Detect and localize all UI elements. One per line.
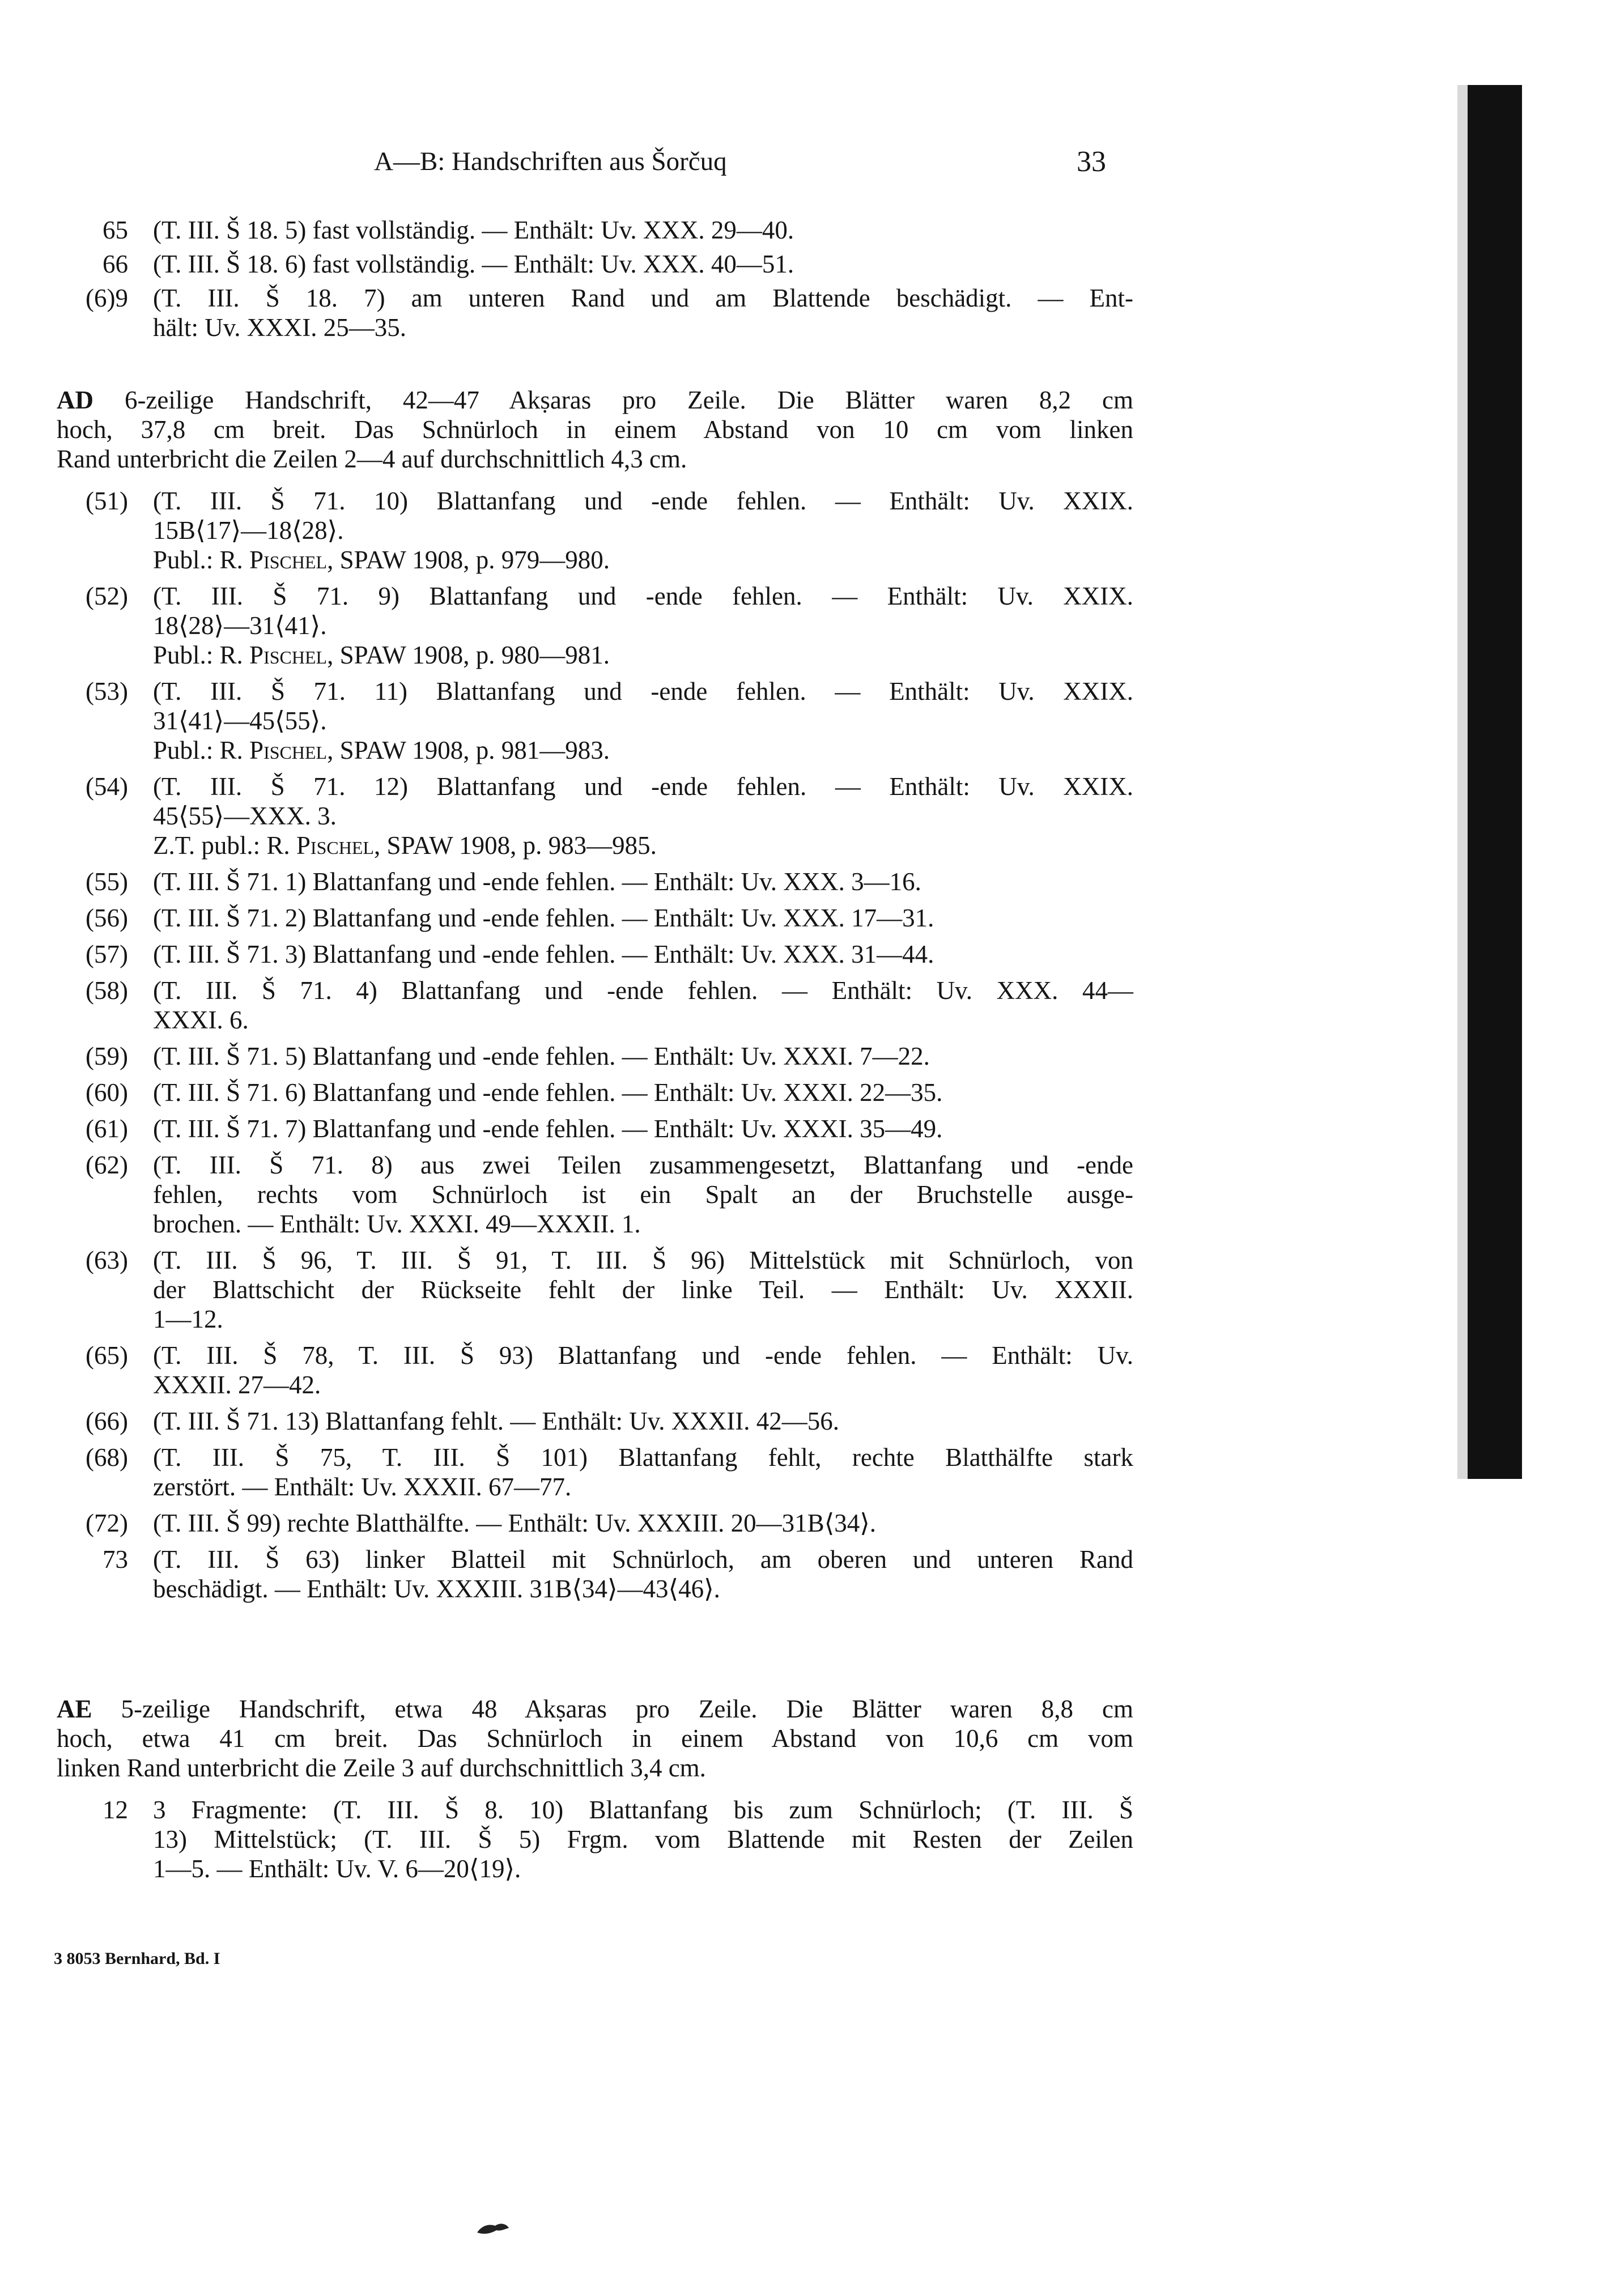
entry-body bbox=[153, 1795, 1133, 1883]
entry-body bbox=[153, 976, 1133, 1035]
entry-number: (68) bbox=[86, 1443, 128, 1472]
entry-number: (54) bbox=[86, 772, 128, 801]
entry-line: fehlen, rechts vom Schnürloch ist ein Spalt an der Bruchstelle ausge- bbox=[153, 1180, 1133, 1209]
entry-body bbox=[153, 1245, 1133, 1334]
manuscript-section-ad bbox=[57, 385, 1133, 474]
entry-number: 66 bbox=[103, 250, 128, 278]
entry-body bbox=[153, 283, 1133, 342]
entry-line: beschädigt. — Enthält: Uv. XXXIII. 31B⟨34⟩—43⟨46⟩. bbox=[153, 1575, 720, 1603]
entry-line: (T. III. Š 71. 8) aus zwei Teilen zusammengesetzt, Blattanfang und -ende bbox=[153, 1151, 1133, 1179]
entry-line: 15B⟨17⟩—18⟨28⟩. bbox=[153, 516, 344, 545]
section-line: linken Rand unterbricht die Zeile 3 auf durchschnittlich 3,4 cm. bbox=[57, 1754, 706, 1782]
entry-number: (66) bbox=[86, 1407, 128, 1435]
entry-line: (T. III. Š 71. 13) Blattanfang fehlt. — Enthält: Uv. XXXII. 42—56. bbox=[153, 1407, 840, 1435]
entry-body bbox=[153, 677, 1133, 765]
entry-number: (72) bbox=[86, 1509, 128, 1537]
publication-line bbox=[153, 831, 1133, 860]
entry-line: brochen. — Enthält: Uv. XXXI. 49—XXXII. 1. bbox=[153, 1210, 641, 1238]
entry-line: (T. III. Š 75, T. III. Š 101) Blattanfang fehlt, rechte Blatthälfte stark bbox=[153, 1443, 1133, 1472]
section-line: Rand unterbricht die Zeilen 2—4 auf durchschnittlich 4,3 cm. bbox=[57, 445, 687, 473]
entry-line: (T. III. Š 71. 5) Blattanfang und -ende fehlen. — Enthält: Uv. XXXI. 7—22. bbox=[153, 1042, 930, 1070]
scan-edge-shadow bbox=[1457, 85, 1468, 1479]
entry-number: (58) bbox=[86, 976, 128, 1005]
entry-number: (56) bbox=[86, 904, 128, 932]
entry-line: (T. III. Š 78, T. III. Š 93) Blattanfang und -ende fehlen. — Enthält: Uv. bbox=[153, 1341, 1133, 1370]
entry-number: (52) bbox=[86, 582, 128, 610]
entry-line: (T. III. Š 71. 7) Blattanfang und -ende fehlen. — Enthält: Uv. XXXI. 35—49. bbox=[153, 1115, 943, 1143]
section-text: 6-zeilige Handschrift, 42—47 Akṣaras pro Zeile. Die Blätter waren 8,2 cm bbox=[124, 386, 1134, 414]
entry-line: (T. III. Š 71. 9) Blattanfang und -ende fehlen. — Enthält: Uv. XXIX. bbox=[153, 582, 1133, 610]
entry-line: hält: Uv. XXXI. 25—35. bbox=[153, 313, 407, 342]
section-line bbox=[57, 1694, 1133, 1724]
entry-line: (T. III. Š 18. 5) fast vollständig. — Enthält: Uv. XXX. 29—40. bbox=[153, 216, 794, 244]
entry-number: (53) bbox=[86, 677, 128, 705]
entry-line: XXXI. 6. bbox=[153, 1006, 249, 1034]
entry-line: (T. III. Š 96, T. III. Š 91, T. III. Š 96) Mittelstück mit Schnürloch, von bbox=[153, 1246, 1133, 1274]
entry-line: (T. III. Š 18. 7) am unteren Rand und am Blattende beschädigt. — Ent- bbox=[153, 284, 1133, 312]
entry-body bbox=[153, 215, 1133, 245]
entry-line: 31⟨41⟩—45⟨55⟩. bbox=[153, 707, 327, 735]
author-name: Pischel bbox=[296, 831, 374, 860]
entry-body bbox=[153, 772, 1133, 860]
entry-number: 12 bbox=[103, 1796, 128, 1824]
entry-line: (T. III. Š 71. 10) Blattanfang und -ende fehlen. — Enthält: Uv. XXIX. bbox=[153, 487, 1133, 515]
author-name: Pischel bbox=[249, 736, 328, 764]
entry-line: XXXII. 27—42. bbox=[153, 1371, 321, 1399]
scan-edge-bar bbox=[1468, 85, 1522, 1479]
entry-line: (T. III. Š 71. 12) Blattanfang und -ende fehlen. — Enthält: Uv. XXIX. bbox=[153, 772, 1133, 801]
entry-number: (65) bbox=[86, 1341, 128, 1370]
entry-number: 73 bbox=[103, 1545, 128, 1574]
publication-text: Publ.: R. bbox=[153, 546, 250, 574]
entry-line: 1—12. bbox=[153, 1305, 223, 1333]
entry-body bbox=[153, 1508, 1133, 1538]
entry-line: (T. III. Š 71. 1) Blattanfang und -ende fehlen. — Enthält: Uv. XXX. 3—16. bbox=[153, 868, 921, 896]
entry-line: 18⟨28⟩—31⟨41⟩. bbox=[153, 611, 327, 640]
entry-body bbox=[153, 1341, 1133, 1400]
entry-number: (59) bbox=[86, 1042, 128, 1070]
publication-line bbox=[153, 735, 1133, 765]
section-siglum: AE bbox=[57, 1695, 92, 1723]
entry-body bbox=[153, 867, 1133, 896]
entry-line: (T. III. Š 71. 2) Blattanfang und -ende fehlen. — Enthält: Uv. XXX. 17—31. bbox=[153, 904, 934, 932]
entry-body bbox=[153, 486, 1133, 575]
entry-body bbox=[153, 1443, 1133, 1502]
entry-number: (57) bbox=[86, 940, 128, 968]
entry-number: (62) bbox=[86, 1151, 128, 1179]
entry-body bbox=[153, 1150, 1133, 1239]
publication-text: , SPAW 1908, p. 981—983. bbox=[327, 736, 610, 764]
entry-line: (T. III. Š 63) linker Blatteil mit Schnürloch, am oberen und unteren Rand bbox=[153, 1545, 1133, 1574]
publication-text: , SPAW 1908, p. 980—981. bbox=[327, 641, 610, 669]
entry-body bbox=[153, 903, 1133, 933]
publication-line bbox=[153, 640, 1133, 670]
entry-number: (51) bbox=[86, 487, 128, 515]
entry-number: (6)9 bbox=[86, 284, 128, 312]
section-siglum: AD bbox=[57, 386, 93, 414]
publication-text: , SPAW 1908, p. 983—985. bbox=[373, 831, 657, 860]
entry-line: 3 Fragmente: (T. III. Š 8. 10) Blattanfang bis zum Schnürloch; (T. III. Š bbox=[153, 1796, 1133, 1824]
section-line bbox=[57, 385, 1133, 415]
entry-line: (T. III. Š 71. 4) Blattanfang und -ende fehlen. — Enthält: Uv. XXX. 44— bbox=[153, 976, 1133, 1005]
section-text: 5-zeilige Handschrift, etwa 48 Akṣaras pro Zeile. Die Blätter waren 8,8 cm bbox=[121, 1695, 1133, 1723]
entry-body bbox=[153, 581, 1133, 670]
publication-line bbox=[153, 545, 1133, 575]
running-title: A—B: Handschriften aus Šorčuq bbox=[374, 147, 727, 176]
entry-line: (T. III. Š 71. 11) Blattanfang und -ende fehlen. — Enthält: Uv. XXIX. bbox=[153, 677, 1133, 705]
section-line: hoch, etwa 41 cm breit. Das Schnürloch in einem Abstand von 10,6 cm vom bbox=[57, 1724, 1133, 1753]
publication-text: Z.T. publ.: R. bbox=[153, 831, 296, 860]
entry-number: (60) bbox=[86, 1078, 128, 1107]
entry-line: der Blattschicht der Rückseite fehlt der linke Teil. — Enthält: Uv. XXXII. bbox=[153, 1275, 1133, 1304]
entry-line: 13) Mittelstück; (T. III. Š 5) Frgm. vom Blattende mit Resten der Zeilen bbox=[153, 1825, 1133, 1853]
section-line: hoch, 37,8 cm breit. Das Schnürloch in einem Abstand von 10 cm vom linken bbox=[57, 415, 1133, 444]
printer-signature: 3 8053 Bernhard, Bd. I bbox=[54, 1949, 220, 1968]
author-name: Pischel bbox=[249, 641, 328, 669]
entry-line: 1—5. — Enthält: Uv. V. 6—20⟨19⟩. bbox=[153, 1855, 521, 1883]
entry-body bbox=[153, 1078, 1133, 1107]
entry-body bbox=[153, 1114, 1133, 1143]
entry-body bbox=[153, 939, 1133, 969]
ink-blot-icon bbox=[476, 2221, 510, 2236]
entry-body bbox=[153, 249, 1133, 279]
entry-number: (61) bbox=[86, 1115, 128, 1143]
entry-line: (T. III. Š 99) rechte Blatthälfte. — Enthält: Uv. XXXIII. 20—31B⟨34⟩. bbox=[153, 1509, 877, 1537]
entry-number: (63) bbox=[86, 1246, 128, 1274]
entry-line: zerstört. — Enthält: Uv. XXXII. 67—77. bbox=[153, 1473, 572, 1501]
entry-line: (T. III. Š 71. 6) Blattanfang und -ende fehlen. — Enthält: Uv. XXXI. 22—35. bbox=[153, 1078, 943, 1107]
entry-number: (55) bbox=[86, 868, 128, 896]
publication-text: Publ.: R. bbox=[153, 641, 250, 669]
entry-body bbox=[153, 1545, 1133, 1604]
author-name: Pischel bbox=[249, 546, 328, 574]
entry-line: (T. III. Š 71. 3) Blattanfang und -ende fehlen. — Enthält: Uv. XXX. 31—44. bbox=[153, 940, 934, 968]
publication-text: , SPAW 1908, p. 979—980. bbox=[327, 546, 610, 574]
entry-line: 45⟨55⟩—XXX. 3. bbox=[153, 802, 337, 830]
entry-body bbox=[153, 1041, 1133, 1071]
entry-number: 65 bbox=[103, 216, 128, 244]
publication-text: Publ.: R. bbox=[153, 736, 250, 764]
page-number: 33 bbox=[1077, 146, 1106, 178]
manuscript-section-ae bbox=[57, 1694, 1133, 1783]
entry-body bbox=[153, 1406, 1133, 1436]
entry-line: (T. III. Š 18. 6) fast vollständig. — Enthält: Uv. XXX. 40—51. bbox=[153, 250, 794, 278]
